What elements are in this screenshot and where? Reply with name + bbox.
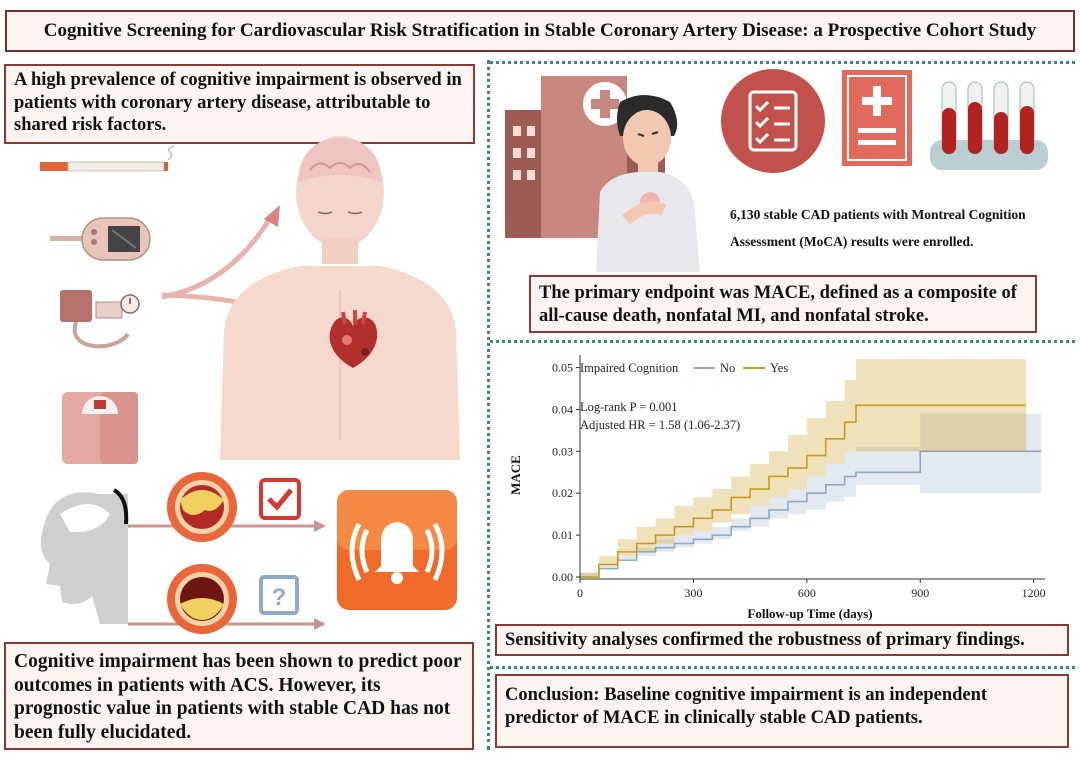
y-tick-label: 0.02 — [552, 486, 573, 501]
lower-divider — [490, 666, 1075, 669]
svg-text:?: ? — [271, 584, 287, 611]
checklist-icon — [718, 68, 828, 174]
legend-yes-label: Yes — [770, 361, 789, 375]
y-tick-label: 0.05 — [552, 360, 573, 375]
conclusion-text-box: Conclusion: Baseline cognitive impairment is an independent predictor of MACE in clinically stable CAD patients. — [495, 674, 1069, 748]
y-axis-title: MACE — [508, 455, 523, 495]
legend-title: Impaired Cognition — [580, 361, 679, 375]
head-silhouette-icon — [30, 484, 130, 624]
x-tick-label: 600 — [797, 586, 816, 600]
km-chart — [490, 345, 1075, 625]
x-tick-label: 1200 — [1021, 586, 1046, 600]
x-tick-label: 0 — [577, 586, 583, 600]
plaque-artery-icon — [165, 470, 239, 544]
enrolled-text: 6,130 stable CAD patients with Montreal Cognition Assessment (MoCA) results were enrolled. — [730, 207, 1026, 249]
sensitivity-text-box: Sensitivity analyses confirmed the robustness of primary findings. — [495, 624, 1069, 656]
cigarette-icon — [38, 150, 178, 180]
y-tick-label: 0.04 — [552, 402, 573, 417]
endpoint-text-box: The primary endpoint was MACE, defined as a composite of all-cause death, nonfatal MI, and nonfatal stroke. — [529, 275, 1037, 333]
blood-pressure-monitor-icon — [56, 282, 156, 362]
human-torso-icon — [210, 140, 470, 460]
x-tick-label: 900 — [911, 586, 930, 600]
patient-chest-pain-icon — [590, 92, 702, 272]
acs-text-box: Cognitive impairment has been shown to predict poor outcomes in patients with ACS. However, its prognostic value in patients with stable CAD has not been fully elucidated. — [4, 642, 474, 750]
middle-divider — [490, 340, 1075, 343]
checkmark-icon — [258, 477, 302, 521]
x-axis-title: Follow-up Time (days) — [747, 606, 873, 621]
y-tick-label: 0.03 — [552, 444, 573, 459]
annotation-hr: Adjusted HR = 1.58 (1.06-2.37) — [580, 418, 741, 432]
alarm-bell-icon — [337, 490, 457, 610]
glucose-meter-icon — [48, 212, 158, 268]
page-title: Cognitive Screening for Cardiovascular Risk Stratification in Stable Coronary Artery Disease: a Prospective Cohort Study — [5, 10, 1075, 52]
heart-organ-icon — [325, 308, 381, 374]
y-tick-label: 0.01 — [552, 528, 573, 543]
annotation-logrank: Log-rank P = 0.001 — [580, 400, 678, 414]
question-mark-icon — [258, 574, 302, 618]
medical-report-icon — [840, 68, 916, 170]
blood-test-tubes-icon — [926, 78, 1052, 174]
intro-text-box: A high prevalence of cognitive impairment is observed in patients with coronary artery disease, attributable to shared risk factors. — [4, 64, 475, 144]
weight-scale-icon — [60, 390, 142, 466]
top-divider — [490, 61, 1075, 64]
y-tick-label: 0.00 — [552, 570, 573, 584]
legend-no-label: No — [720, 361, 736, 375]
narrowed-artery-icon — [165, 562, 239, 636]
x-tick-label: 300 — [684, 586, 703, 600]
